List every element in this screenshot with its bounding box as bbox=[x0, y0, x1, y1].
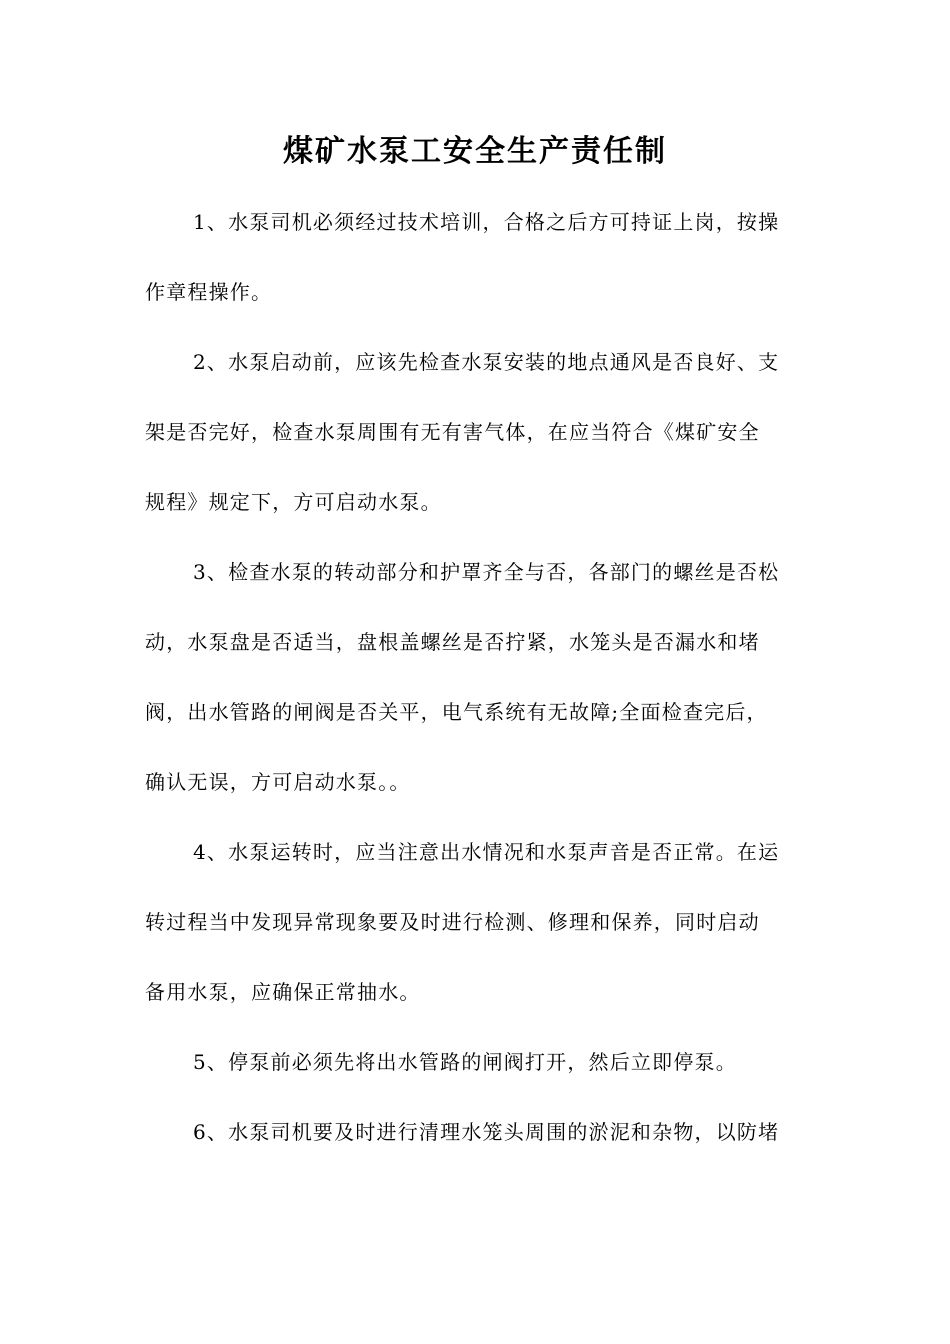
paragraph-4 bbox=[145, 817, 810, 1027]
paragraph-line: 规程》规定下，方可启动水泵。 bbox=[145, 490, 442, 514]
paragraph-line: 动，水泵盘是否适当，盘根盖螺丝是否拧紧，水笼头是否漏水和堵 bbox=[145, 630, 760, 654]
paragraph-line: 5、停泵前必须先将出水管路的闸阀打开，然后立即停泵。 bbox=[193, 1050, 737, 1074]
paragraph-line: 架是否完好，检查水泵周围有无有害气体，在应当符合《煤矿安全 bbox=[145, 420, 760, 444]
paragraph-3 bbox=[145, 537, 810, 817]
paragraph-line: 转过程当中发现异常现象要及时进行检测、修理和保养，同时启动 bbox=[145, 910, 760, 934]
paragraph-line: 阀，出水管路的闸阀是否关平，电气系统有无故障;全面检查完后， bbox=[145, 700, 768, 724]
document-title: 煤矿水泵工安全生产责任制 bbox=[283, 134, 667, 169]
paragraph-line: 作章程操作。 bbox=[145, 280, 273, 304]
paragraph-line: 4、水泵运转时，应当注意出水情况和水泵声音是否正常。在运 bbox=[193, 840, 780, 864]
paragraph-line: 2、水泵启动前，应该先检查水泵安装的地点通风是否良好、支 bbox=[193, 350, 780, 374]
paragraph-line: 备用水泵，应确保正常抽水。 bbox=[145, 980, 421, 1004]
paragraph-5 bbox=[145, 1027, 810, 1097]
paragraph-line: 6、水泵司机要及时进行清理水笼头周围的淤泥和杂物，以防堵 bbox=[193, 1120, 780, 1144]
paragraph-6 bbox=[145, 1097, 810, 1167]
paragraph-line: 确认无误，方可启动水泵。。 bbox=[145, 770, 411, 794]
document-body bbox=[145, 187, 810, 1167]
paragraph-1 bbox=[145, 187, 810, 327]
paragraph-2 bbox=[145, 327, 810, 537]
paragraph-line: 3、检查水泵的转动部分和护罩齐全与否，各部门的螺丝是否松 bbox=[193, 560, 780, 584]
paragraph-line: 1、水泵司机必须经过技术培训，合格之后方可持证上岗，按操 bbox=[193, 210, 780, 234]
